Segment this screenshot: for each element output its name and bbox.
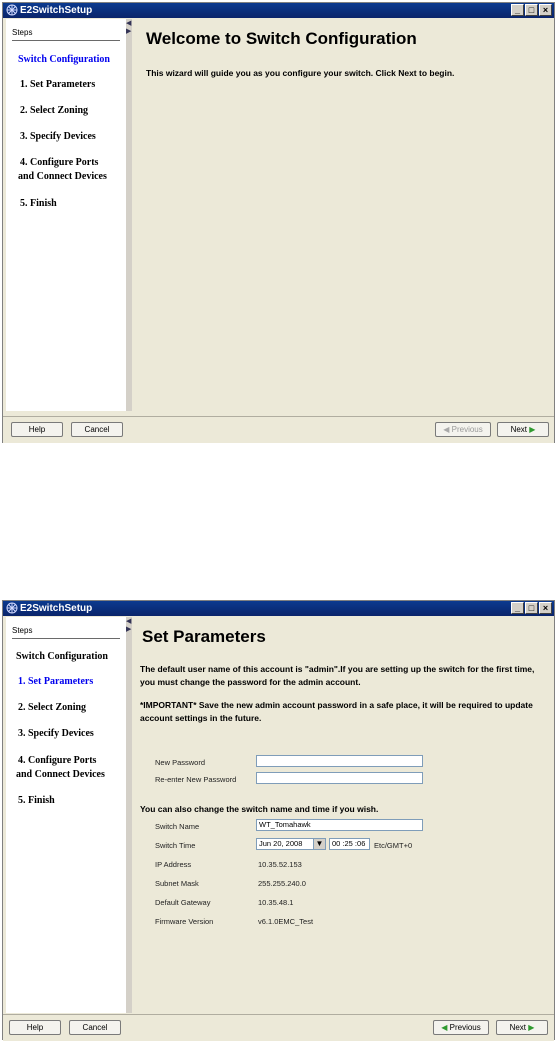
arrow-left-icon: ◀ [443, 425, 450, 434]
step-select-zoning[interactable]: 2. Select Zoning [18, 702, 87, 713]
main-panel [132, 617, 550, 1013]
reenter-password-label: Re-enter New Password [155, 775, 237, 784]
cancel-label: Cancel [84, 425, 110, 434]
close-icon[interactable]: × [539, 4, 552, 16]
step-configure-ports-line2[interactable]: and Connect Devices [16, 769, 105, 780]
next-button[interactable] [496, 1020, 548, 1035]
admin-info-text: The default user name of this account is "admin".If you are setting up the switch for the first time, you must change the password for the admin account. [140, 664, 535, 687]
step-specify-devices[interactable]: 3. Specify Devices [20, 131, 96, 142]
wizard-window-set-parameters [2, 600, 555, 1040]
reenter-password-field[interactable] [256, 772, 423, 784]
step-switch-configuration[interactable]: Switch Configuration [16, 651, 108, 662]
page-title: Set Parameters [142, 627, 266, 646]
chevron-down-icon[interactable]: ▼ [313, 838, 326, 850]
change-name-text: You can also change the switch name and time if you wish. [140, 804, 379, 814]
maximize-icon[interactable]: □ [525, 602, 538, 614]
intro-text: This wizard will guide you as you configure your switch. Click Next to begin. [146, 68, 455, 78]
cancel-button[interactable] [69, 1020, 121, 1035]
step-configure-ports[interactable]: 4. Configure Ports [20, 157, 99, 168]
default-gateway-value: 10.35.48.1 [258, 898, 294, 907]
arrow-left-icon: ◀ [441, 1023, 448, 1032]
default-gateway-label: Default Gateway [155, 898, 211, 907]
steps-sidebar [6, 617, 127, 1013]
help-button[interactable] [11, 422, 63, 437]
subnet-mask-label: Subnet Mask [155, 879, 199, 888]
switch-time-label: Switch Time [155, 841, 196, 850]
minimize-icon[interactable]: _ [511, 602, 524, 614]
expand-right-icon[interactable]: ▶ [126, 626, 132, 633]
step-configure-ports[interactable]: 4. Configure Ports [18, 755, 97, 766]
next-button[interactable] [497, 422, 549, 437]
step-select-zoning[interactable]: 2. Select Zoning [20, 105, 89, 116]
close-icon[interactable]: × [539, 602, 552, 614]
step-specify-devices[interactable]: 3. Specify Devices [18, 728, 94, 739]
minimize-icon[interactable]: _ [511, 4, 524, 16]
steps-sidebar [6, 19, 127, 411]
timezone-text: Etc/GMT+0 [374, 841, 413, 850]
new-password-field[interactable] [256, 755, 423, 767]
next-label: Next [509, 1023, 527, 1032]
title-bar[interactable] [3, 601, 554, 616]
main-panel [132, 19, 553, 411]
next-label: Next [510, 425, 528, 434]
collapse-left-icon[interactable]: ◀ [126, 20, 132, 27]
help-button[interactable] [9, 1020, 61, 1035]
steps-label: Steps [12, 626, 33, 635]
switch-time-field[interactable]: 00 :25 :06 [329, 838, 370, 850]
footer-bar [3, 1014, 554, 1041]
arrow-right-icon: ▶ [529, 425, 536, 434]
page-title: Welcome to Switch Configuration [146, 29, 417, 48]
switch-name-field[interactable]: WT_Tomahawk [256, 819, 423, 831]
previous-label: Previous [449, 1023, 481, 1032]
cancel-label: Cancel [82, 1023, 108, 1032]
steps-divider [12, 40, 120, 41]
steps-label: Steps [12, 28, 33, 37]
app-icon [6, 602, 18, 614]
wizard-window-welcome [2, 2, 555, 443]
expand-right-icon[interactable]: ▶ [126, 28, 132, 35]
ip-address-value: 10.35.52.153 [258, 860, 302, 869]
window-title: E2SwitchSetup [20, 5, 93, 16]
cancel-button[interactable] [71, 422, 123, 437]
steps-divider [12, 638, 120, 639]
maximize-icon[interactable]: □ [525, 4, 538, 16]
previous-button[interactable] [433, 1020, 489, 1035]
arrow-right-icon: ▶ [528, 1023, 535, 1032]
important-text: *IMPORTANT* Save the new admin account password in a safe place, it will be required to update account settings in the future. [140, 700, 533, 723]
step-configure-ports-line2[interactable]: and Connect Devices [18, 171, 107, 182]
step-finish[interactable]: 5. Finish [20, 198, 57, 209]
step-finish[interactable]: 5. Finish [18, 795, 55, 806]
step-switch-configuration[interactable]: Switch Configuration [18, 54, 110, 65]
previous-label: Previous [451, 425, 483, 434]
collapse-left-icon[interactable]: ◀ [126, 618, 132, 625]
footer-bar [3, 416, 554, 443]
app-icon [6, 4, 18, 16]
firmware-version-label: Firmware Version [155, 917, 214, 926]
window-title: E2SwitchSetup [20, 603, 93, 614]
title-bar[interactable] [3, 3, 554, 18]
ip-address-label: IP Address [155, 860, 192, 869]
subnet-mask-value: 255.255.240.0 [258, 879, 306, 888]
firmware-version-value: v6.1.0EMC_Test [258, 917, 314, 926]
previous-button[interactable] [435, 422, 491, 437]
switch-name-label: Switch Name [155, 822, 200, 831]
new-password-label: New Password [155, 758, 206, 767]
switch-date-field[interactable]: Jun 20, 2008 [256, 838, 314, 850]
step-set-parameters[interactable]: 1. Set Parameters [20, 79, 96, 90]
help-label: Help [28, 425, 46, 434]
step-set-parameters[interactable]: 1. Set Parameters [18, 676, 94, 687]
help-label: Help [26, 1023, 44, 1032]
